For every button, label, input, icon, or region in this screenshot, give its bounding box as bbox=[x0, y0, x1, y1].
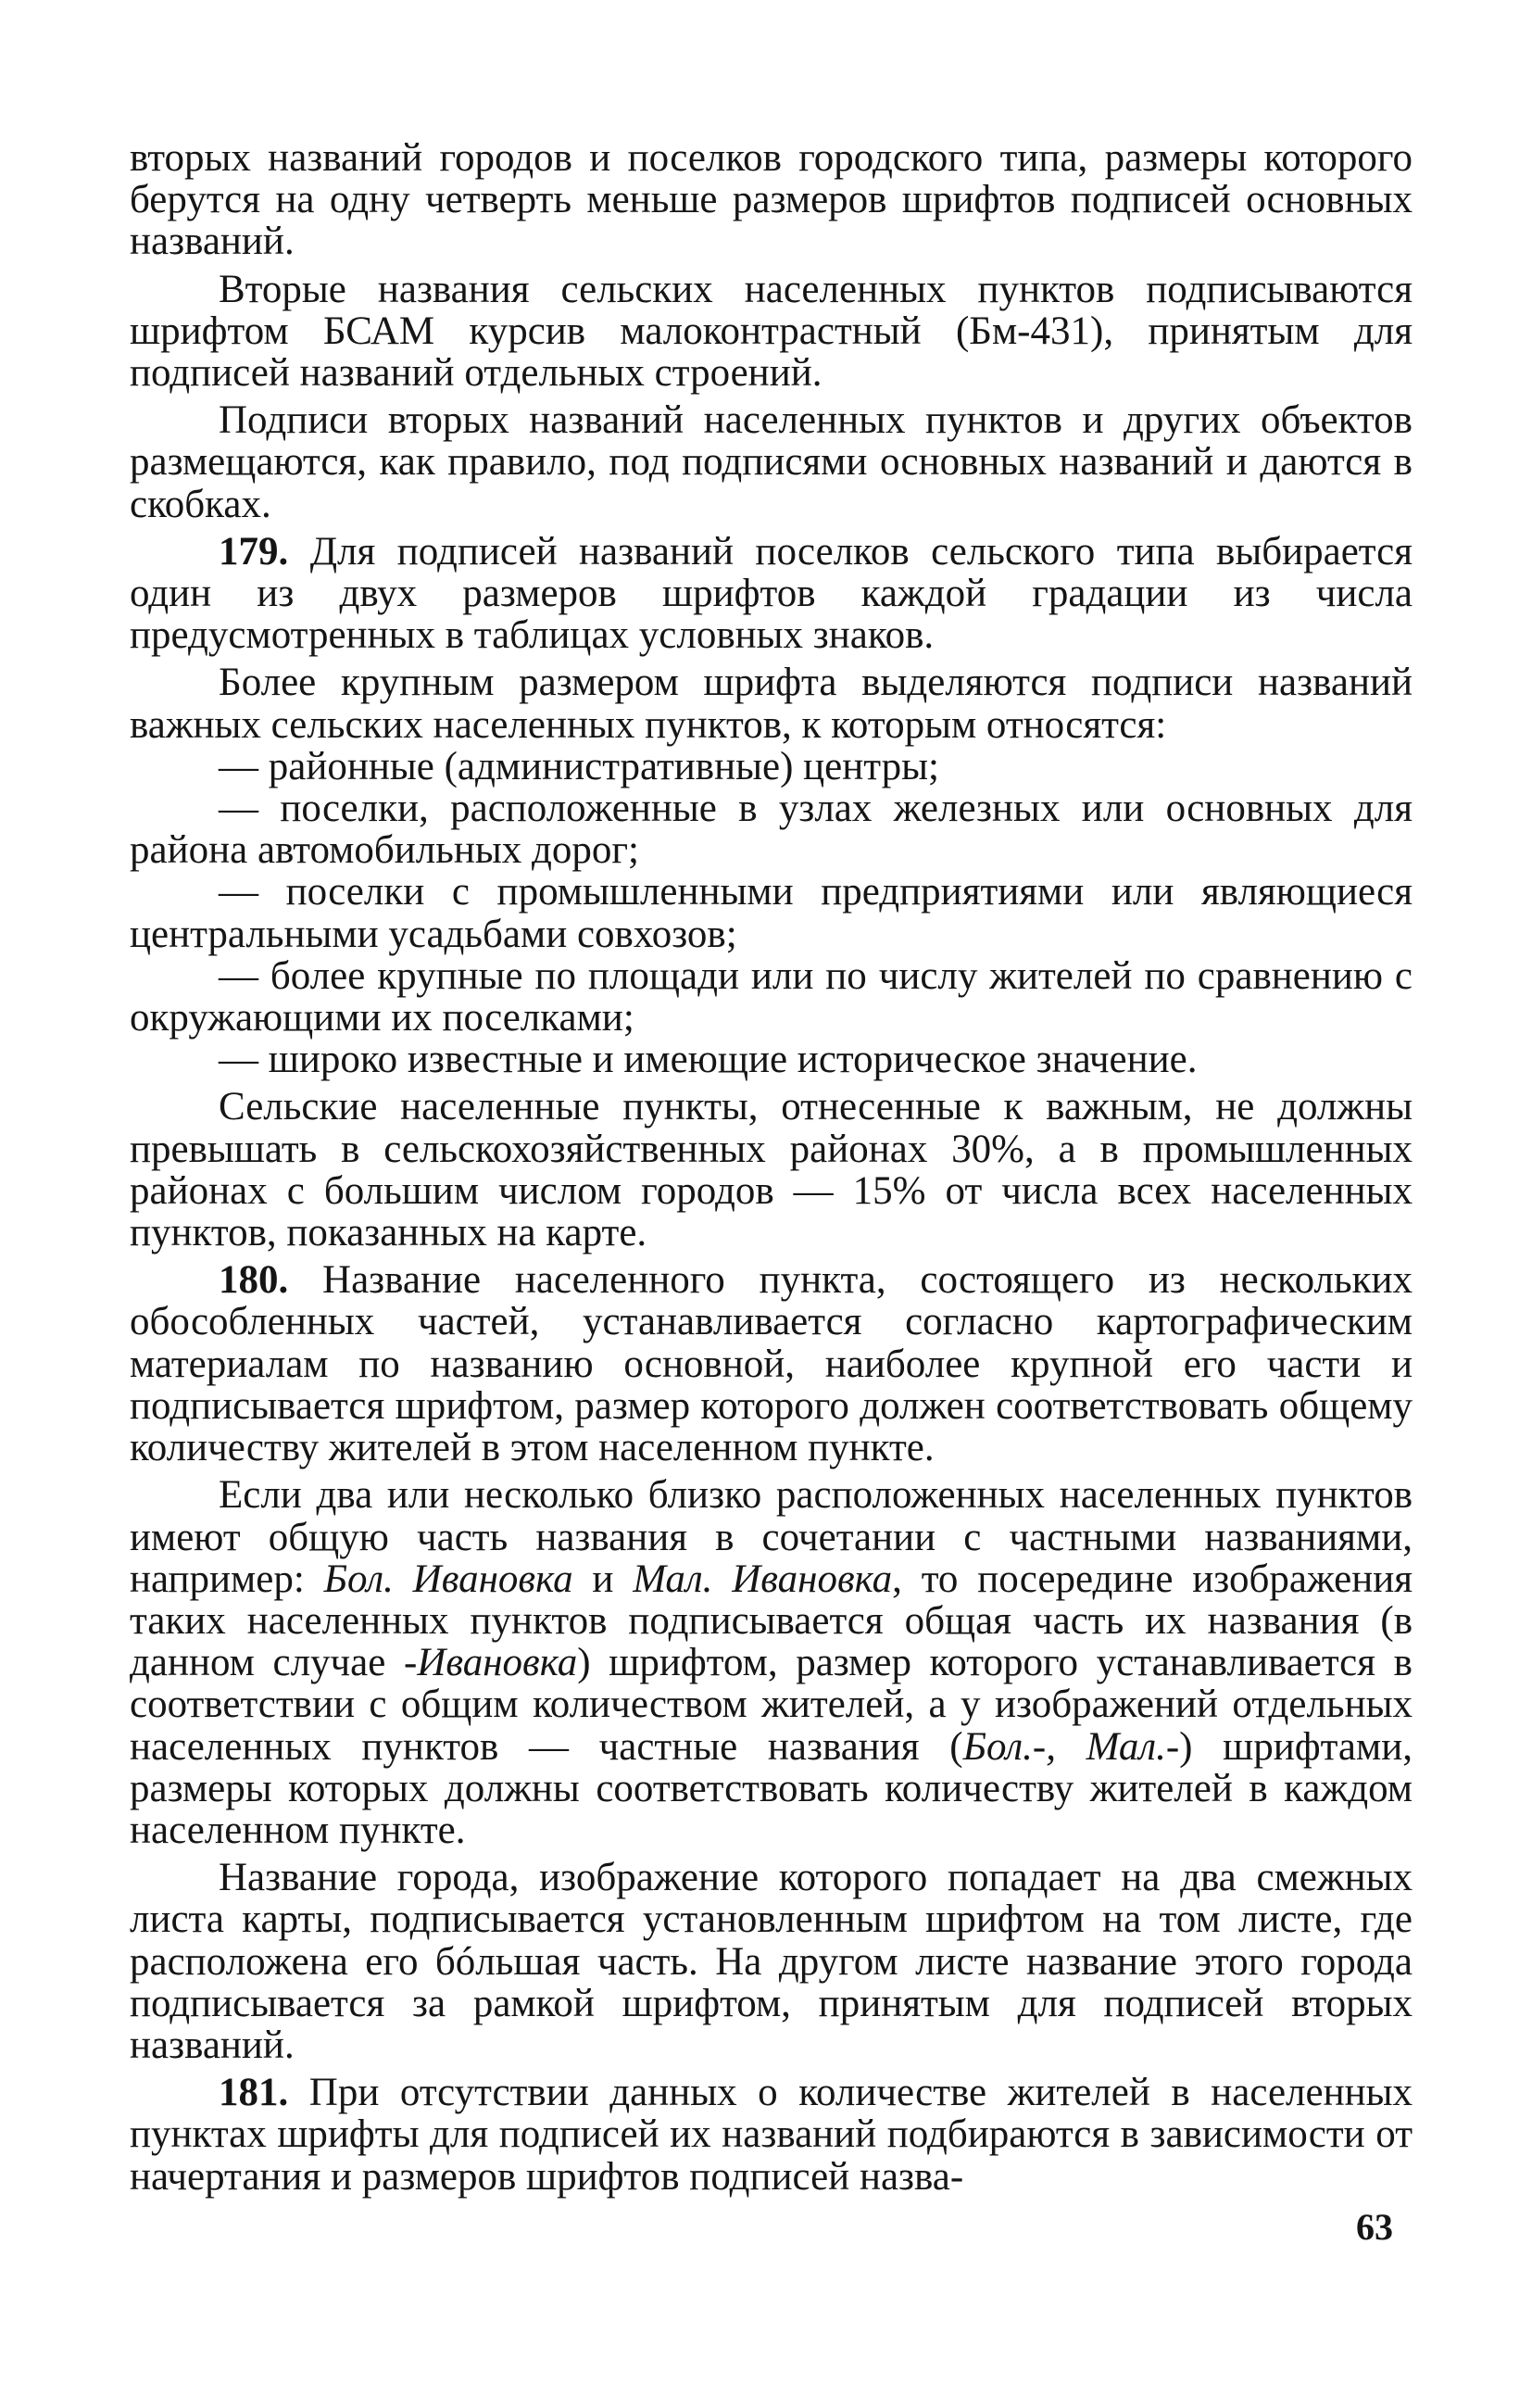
paragraph-179-text: Для подписей названий поселков сельского типа выбирается один из двух размеров шрифтов каждой градации из числа предусмотренных в таблицах условных знаков. bbox=[130, 529, 1413, 658]
text-run: , то посередине изображения таких населенных пунктов подписывается общая часть их названия (в данном случае bbox=[130, 1557, 1413, 1685]
text-run: и bbox=[572, 1557, 634, 1601]
paragraph-larger-font: Более крупным размером шрифта выделяются подписи названий важных сельских населенных пунктов, к которым относятся: bbox=[130, 661, 1413, 747]
text-run: ) шрифтами, размеры которых должны соответствовать количеству жителей в каждом населенном пункте. bbox=[130, 1724, 1413, 1852]
italic-name: Мал. Ивановка bbox=[633, 1557, 893, 1601]
list-item: — районные (административные) центры; bbox=[219, 744, 939, 788]
paragraph-second-names: Вторые названия сельских населенных пунктов подписываются шрифтом БСАМ курсив малоконтрастный (Бм-431), принятым для подписей названий отдельных строений. bbox=[130, 267, 1413, 396]
paragraph-two-sheets: Название города, изображение которого попадает на два смежных листа карты, подписывается установленным шрифтом на том листе, где расположена его бóльшая часть. На другом листе название этого города подписывается за рамкой шрифтом, принятым для подписей вторых названий. bbox=[130, 1856, 1413, 2067]
list-item: — поселки с промышленными предприятиями или являющиеся центральными усадьбами совхозов; bbox=[130, 870, 1413, 956]
paragraph-180-text: Название населенного пункта, состоящего из нескольких обособленных частей, устанавливается согласно картографическим материалам по названию основной, наиболее крупной его части и подписывается шрифтом, размер которого должен соответствовать общему количеству жителей в этом населенном пункте. bbox=[130, 1258, 1413, 1470]
paragraph-181-text: При отсутствии данных о количестве жителей в населенных пунктах шрифты для подписей их названий подбираются в зависимости от начертания и размеров шрифтов подписей назва- bbox=[130, 2071, 1413, 2199]
text-run: Если два или несколько близко расположенных населенных пунктов имеют общую часть названия в сочетании с частными названиями, например: bbox=[130, 1473, 1413, 1601]
paragraph-percentages: Сельские населенные пункты, отнесенные к важным, не должны превышать в сельскохозяйственных районах 30%, а в промышленных районах с большим числом городов — 15% от числа всех населенных пунктов, показанных на карте. bbox=[130, 1085, 1413, 1255]
section-number-179: 179. bbox=[219, 529, 289, 574]
paragraph-180 bbox=[130, 1259, 1413, 1469]
paragraph-shared-names bbox=[130, 1474, 1413, 1851]
list-item: — более крупные по площади или по числу жителей по сравнению с окружающими их поселками; bbox=[130, 953, 1413, 1040]
italic-name: -Ивановка bbox=[403, 1641, 578, 1685]
section-number-180: 180. bbox=[219, 1258, 289, 1303]
italic-name: Бол.-, Мал.- bbox=[962, 1724, 1180, 1769]
paragraph-179 bbox=[130, 531, 1413, 657]
page-number: 63 bbox=[1356, 2206, 1393, 2248]
paragraph-placement: Подписи вторых названий населенных пунктов и других объектов размещаются, как правило, под подписями основных названий и даются в скобках. bbox=[130, 398, 1413, 526]
italic-name: Бол. Ивановка bbox=[323, 1557, 573, 1601]
list-item: — поселки, расположенные в узлах железных или основных для района автомобильных дорог; bbox=[130, 787, 1413, 873]
paragraph-181 bbox=[130, 2072, 1413, 2198]
text-run: ) шрифтом, размер которого устанавливается в соответствии с общим количеством жителей, а у изображений отдельных населенных пунктов — частные названия ( bbox=[130, 1641, 1413, 1769]
page-body bbox=[130, 137, 1413, 2198]
list-item: — широко известные и имеющие историческое значение. bbox=[219, 1038, 1198, 1082]
paragraph-continuation: вторых названий городов и поселков городского типа, размеры которого берутся на одну четверть меньше размеров шрифтов подписей основных названий. bbox=[130, 136, 1413, 264]
section-number-181: 181. bbox=[219, 2071, 289, 2115]
